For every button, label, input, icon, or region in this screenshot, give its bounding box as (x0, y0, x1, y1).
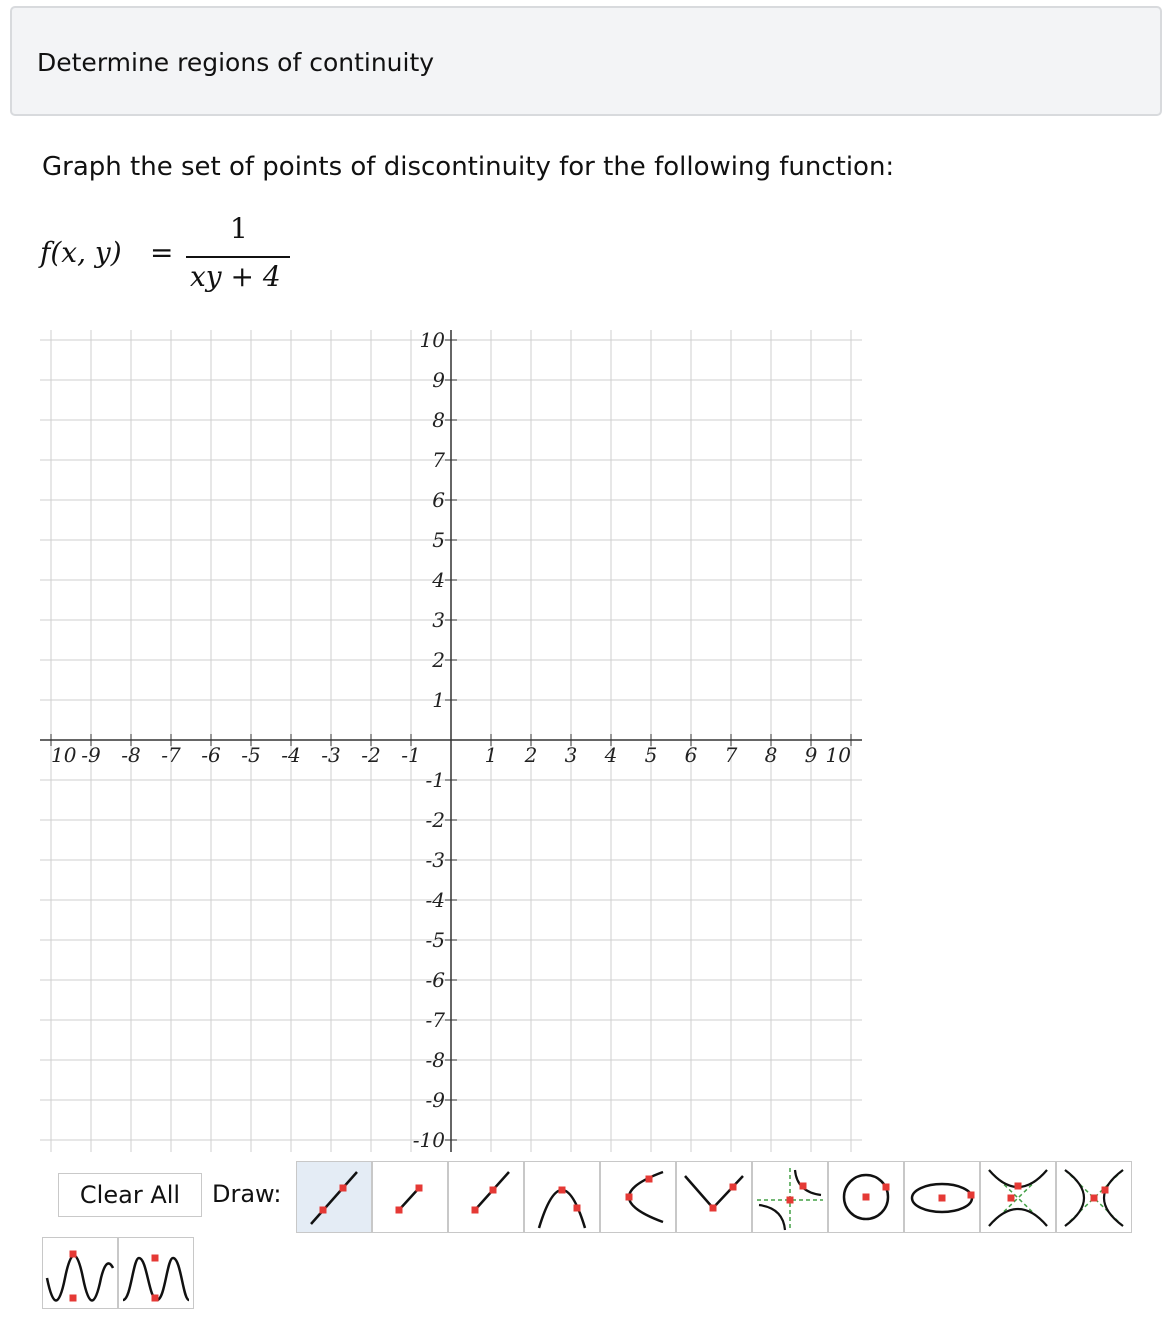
y-tick-label: 8 (432, 408, 445, 432)
segment-tool-icon (373, 1162, 447, 1232)
cosine-tool-button[interactable] (118, 1237, 194, 1309)
parabola-left-tool-icon (601, 1162, 675, 1232)
hyperbola-rational-tool-button[interactable] (752, 1161, 828, 1233)
page-title: Determine regions of continuity (37, 48, 435, 77)
y-tick-label: -10 (412, 1128, 445, 1152)
y-tick-label: -3 (425, 848, 445, 872)
y-tick-label: 2 (432, 648, 445, 672)
y-tick-label: 7 (432, 448, 445, 472)
title-panel (10, 6, 1162, 116)
parabola-down-tool-button[interactable] (524, 1161, 600, 1233)
x-tick-label: 7 (724, 743, 738, 767)
x-tick-label: 2 (524, 743, 538, 767)
y-tick-label: -1 (425, 768, 445, 792)
x-tick-label: -2 (361, 743, 381, 767)
parabola-down-tool-icon (525, 1162, 599, 1232)
y-tick-label: -6 (425, 968, 445, 992)
cosine-tool-icon (119, 1238, 193, 1308)
hyperbola-horizontal-tool-icon (1057, 1162, 1131, 1232)
y-tick-label: 9 (432, 368, 445, 392)
y-tick-label: 6 (432, 488, 445, 512)
x-tick-label: 10 (51, 743, 77, 767)
formula-numerator: 1 (230, 212, 248, 245)
absolute-value-tool-icon (677, 1162, 751, 1232)
y-tick-label: 10 (419, 330, 445, 352)
x-tick-label: 9 (804, 743, 818, 767)
segment-tool-button[interactable] (372, 1161, 448, 1233)
coordinate-grid[interactable] (40, 330, 862, 1152)
y-tick-label: 1 (432, 688, 445, 712)
x-tick-label: 5 (644, 743, 658, 767)
x-tick-label: -8 (121, 743, 141, 767)
x-tick-label: 6 (684, 743, 698, 767)
sine-tool-button[interactable] (42, 1237, 118, 1309)
line-tool-icon (297, 1162, 371, 1232)
hyperbola-horizontal-tool-button[interactable] (1056, 1161, 1132, 1233)
line-tool-button[interactable] (296, 1161, 372, 1233)
x-tick-label: -9 (81, 743, 101, 767)
x-tick-label: 1 (484, 743, 498, 767)
formula-denominator: xy + 4 (190, 260, 281, 293)
x-tick-label: -1 (401, 743, 421, 767)
ray-tool-icon (449, 1162, 523, 1232)
formula-equals: = (150, 236, 174, 269)
y-tick-label: -5 (425, 928, 445, 952)
circle-tool-icon (829, 1162, 903, 1232)
graph-area[interactable] (40, 330, 862, 1156)
sine-tool-icon (43, 1238, 117, 1308)
circle-tool-button[interactable] (828, 1161, 904, 1233)
y-tick-label: 5 (432, 528, 445, 552)
y-tick-label: -2 (425, 808, 445, 832)
ellipse-tool-button[interactable] (904, 1161, 980, 1233)
hyperbola-rational-tool-icon (753, 1162, 827, 1232)
hyperbola-vertical-tool-icon (981, 1162, 1055, 1232)
y-tick-label: -8 (425, 1048, 445, 1072)
y-tick-label: 3 (432, 608, 445, 632)
y-tick-label: 4 (432, 568, 445, 592)
fraction-bar (186, 256, 290, 258)
x-tick-label: -7 (161, 743, 181, 767)
ray-tool-button[interactable] (448, 1161, 524, 1233)
y-tick-label: -4 (425, 888, 445, 912)
y-tick-label: -7 (425, 1008, 445, 1032)
y-tick-label: -9 (425, 1088, 445, 1112)
clear-all-button[interactable]: Clear All (58, 1173, 202, 1217)
formula-lhs: f(x, y) (40, 236, 122, 269)
x-tick-label: 3 (564, 743, 578, 767)
x-tick-label: 4 (604, 743, 618, 767)
hyperbola-vertical-tool-button[interactable] (980, 1161, 1056, 1233)
x-tick-label: -4 (281, 743, 301, 767)
x-tick-label: 10 (825, 743, 851, 767)
x-tick-label: -5 (241, 743, 261, 767)
absolute-value-tool-button[interactable] (676, 1161, 752, 1233)
question-prompt: Graph the set of points of discontinuity for the following function: (42, 152, 895, 182)
x-tick-label: -3 (321, 743, 341, 767)
draw-label: Draw: (212, 1180, 282, 1208)
x-tick-label: -6 (201, 743, 221, 767)
x-tick-label: 8 (764, 743, 778, 767)
ellipse-tool-icon (905, 1162, 979, 1232)
parabola-left-tool-button[interactable] (600, 1161, 676, 1233)
